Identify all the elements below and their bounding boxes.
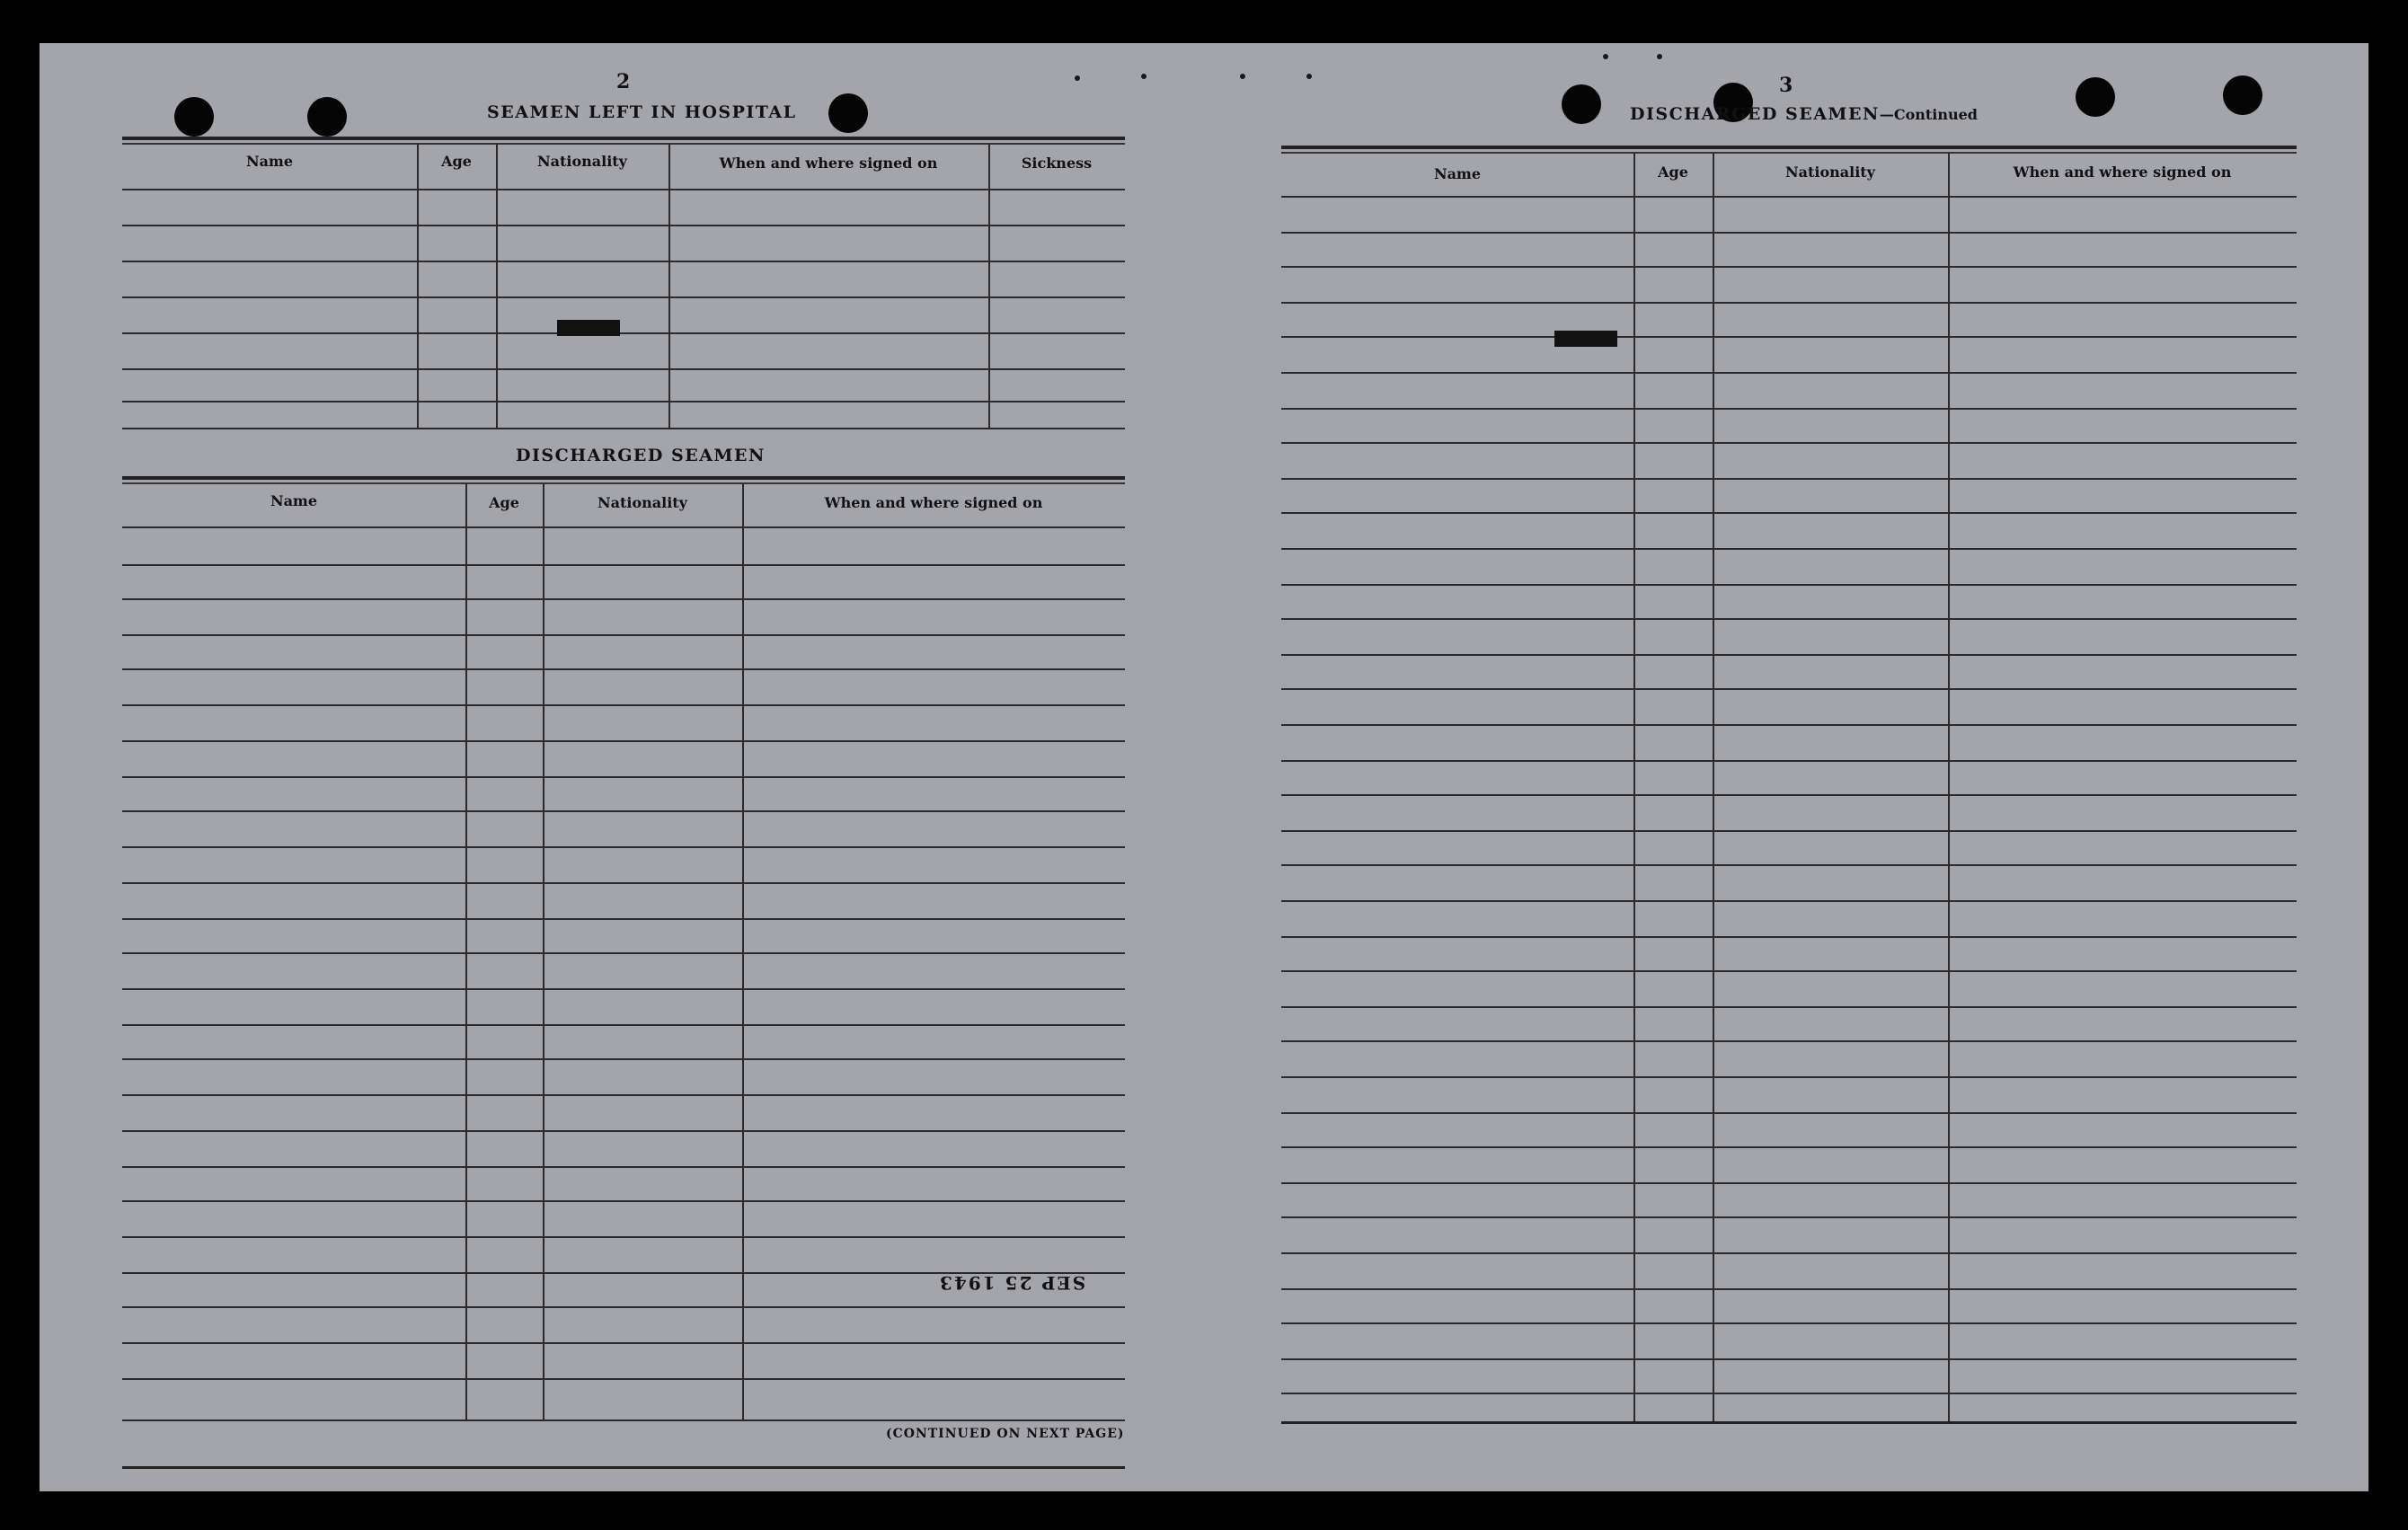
punch-hole [1562, 84, 1601, 124]
column-header-age: Age [1658, 164, 1688, 181]
continued-footer: (CONTINUED ON NEXT PAGE) [886, 1427, 1125, 1441]
punch-hole [307, 97, 347, 137]
speck [1306, 74, 1312, 79]
none-stamp-hospital: NONE [559, 318, 619, 337]
column-header-nationality: Nationality [1785, 164, 1875, 181]
column-header-signed-on: When and where signed on [719, 155, 938, 172]
page-number-left: 2 [616, 70, 631, 93]
discharged-table-left [122, 476, 1125, 1472]
speck [1240, 74, 1245, 79]
column-header-name: Name [1433, 165, 1482, 182]
column-header-name: Name [270, 492, 318, 509]
speck [1603, 54, 1608, 59]
column-header-signed-on: When and where signed on [2013, 164, 2232, 181]
hospital-section-title: SEAMEN LEFT IN HOSPITAL [487, 102, 797, 122]
received-date-stamp: SEP 25 1943 [938, 1272, 1086, 1294]
column-header-nationality: Nationality [537, 153, 627, 170]
none-stamp-discharged: NONE [1556, 329, 1616, 348]
punch-hole [2223, 75, 2262, 115]
page-number-right: 3 [1779, 74, 1793, 97]
discharged-table-right [1281, 146, 2297, 1457]
speck [1141, 74, 1146, 79]
punch-hole [2076, 77, 2115, 117]
document-sheet [40, 43, 2368, 1491]
continued-suffix: —Continued [1879, 106, 1978, 123]
speck [1075, 75, 1080, 81]
discharged-section-title: DISCHARGED SEAMEN [516, 446, 766, 465]
column-header-nationality: Nationality [598, 494, 687, 511]
punch-hole [174, 97, 214, 137]
discharged-continued-title-text: DISCHARGED SEAMEN [1630, 104, 1880, 124]
punch-hole [828, 93, 868, 133]
column-header-signed-on: When and where signed on [824, 494, 1043, 511]
speck [1657, 54, 1662, 59]
column-header-name: Name [245, 153, 294, 170]
column-header-sickness: Sickness [1021, 155, 1093, 172]
discharged-continued-title [1630, 104, 1978, 124]
hospital-table [122, 137, 1125, 471]
column-header-age: Age [489, 494, 519, 511]
column-header-age: Age [441, 153, 472, 170]
